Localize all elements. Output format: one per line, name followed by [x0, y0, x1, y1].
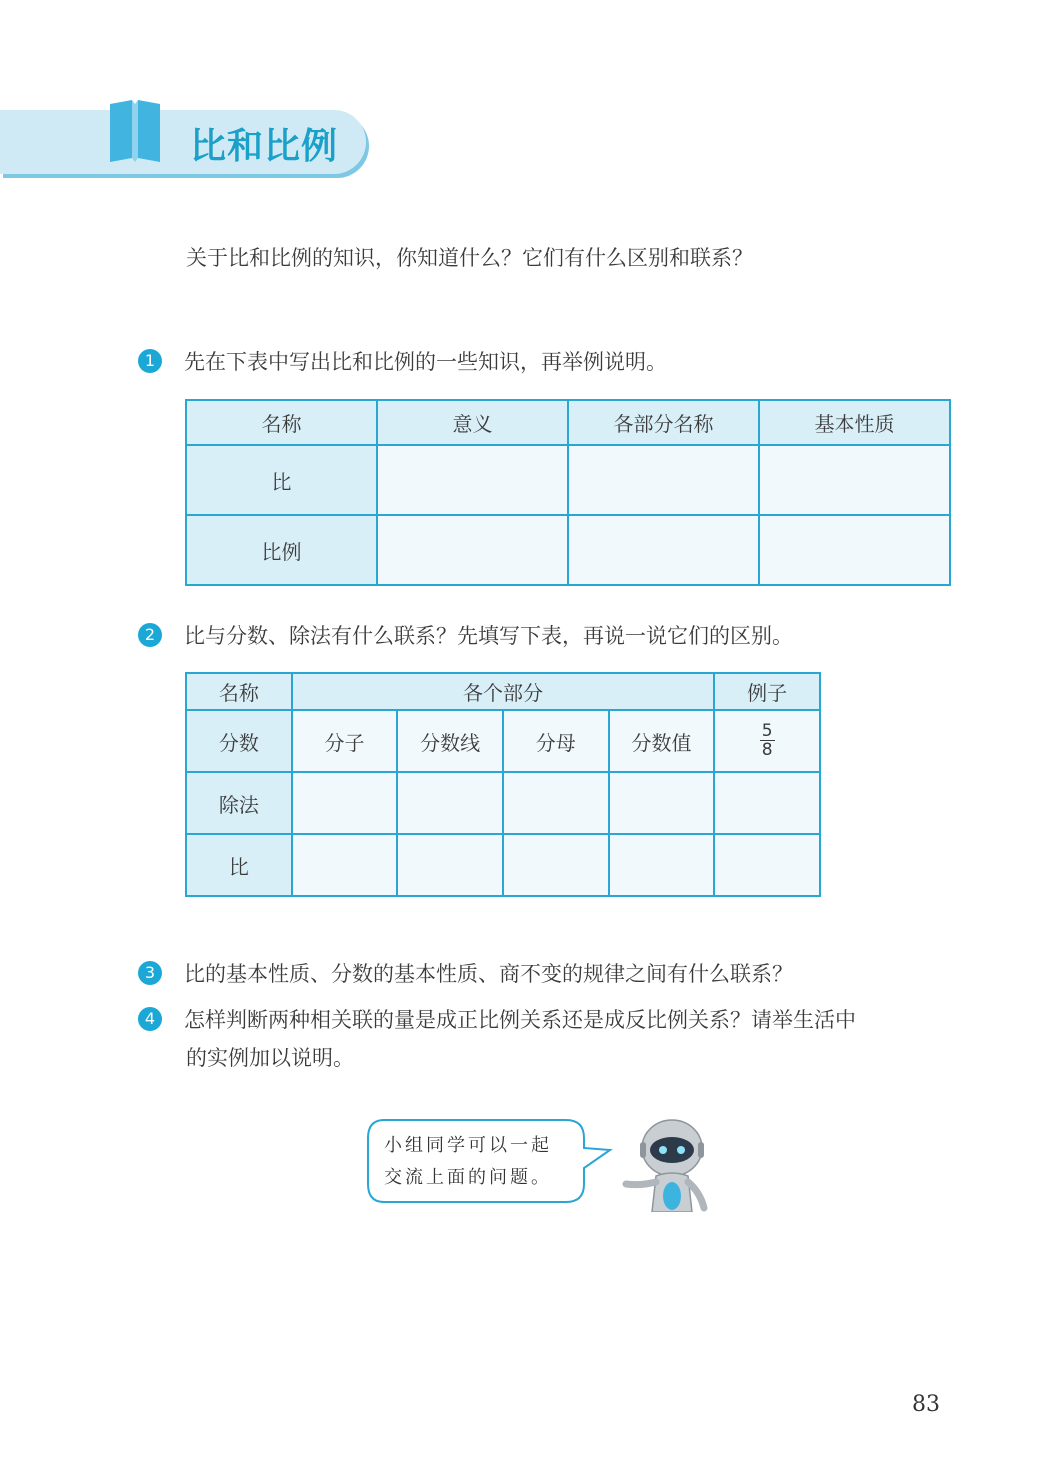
speech-bubble: [366, 1118, 606, 1204]
part-cell: 分子: [292, 710, 398, 772]
empty-cell[interactable]: [568, 515, 759, 585]
column-header: 各部分名称: [568, 400, 759, 445]
empty-cell[interactable]: [377, 515, 568, 585]
question-4: [138, 1001, 968, 1077]
question-text: 比的基本性质、分数的基本性质、商不变的规律之间有什么联系？: [184, 962, 793, 986]
question-text: 怎样判断两种相关联的量是成正比例关系还是成反比例关系？请举生活中: [184, 1008, 856, 1032]
empty-cell[interactable]: [759, 445, 950, 515]
empty-cell[interactable]: [714, 772, 820, 834]
part-cell: 分数线: [397, 710, 503, 772]
question-2: [138, 617, 968, 655]
fraction: [760, 722, 775, 759]
example-cell: [714, 710, 820, 772]
question-text: 先在下表中写出比和比例的一些知识，再举例说明。: [184, 350, 667, 374]
empty-cell[interactable]: [292, 834, 398, 896]
column-header: 名称: [186, 400, 377, 445]
question-text-continued: 的实例加以说明。: [186, 1046, 354, 1070]
fraction-division-table: [185, 672, 821, 897]
row-header: 分数: [186, 710, 292, 772]
empty-cell[interactable]: [503, 834, 609, 896]
section-banner: [0, 100, 372, 176]
row-header: 比: [186, 834, 292, 896]
table-row: [186, 515, 950, 585]
section-title: 比和比例: [190, 126, 339, 167]
question-1: [138, 343, 968, 381]
question-number-badge: 1: [138, 349, 162, 373]
row-header: 除法: [186, 772, 292, 834]
table-header-row: [186, 400, 950, 445]
empty-cell[interactable]: [609, 834, 715, 896]
part-cell: 分母: [503, 710, 609, 772]
empty-cell[interactable]: [503, 772, 609, 834]
empty-cell[interactable]: [568, 445, 759, 515]
question-number-badge: 2: [138, 623, 162, 647]
empty-cell[interactable]: [397, 834, 503, 896]
empty-cell[interactable]: [397, 772, 503, 834]
bubble-line: 小组同学可以一起: [384, 1135, 552, 1156]
page-number: 83: [912, 1392, 940, 1417]
question-text: 比与分数、除法有什么联系？先填写下表，再说一说它们的区别。: [184, 624, 793, 648]
empty-cell[interactable]: [759, 515, 950, 585]
row-header: 比: [186, 445, 377, 515]
empty-cell[interactable]: [609, 772, 715, 834]
empty-cell[interactable]: [292, 772, 398, 834]
row-header: 比例: [186, 515, 377, 585]
question-3: [138, 955, 968, 993]
table-row: [186, 834, 820, 896]
table-row: [186, 445, 950, 515]
column-header: 意义: [377, 400, 568, 445]
robot-mascot-icon: [620, 1112, 720, 1212]
empty-cell[interactable]: [377, 445, 568, 515]
column-header: 例子: [714, 673, 820, 710]
table-row: [186, 710, 820, 772]
bubble-text: [384, 1130, 552, 1194]
open-book-icon: [108, 100, 162, 162]
intro-text: 关于比和比例的知识，你知道什么？它们有什么区别和联系？: [186, 246, 753, 270]
ratio-proportion-table: [185, 399, 951, 586]
part-cell: 分数值: [609, 710, 715, 772]
column-header: 基本性质: [759, 400, 950, 445]
column-header: 各个部分: [292, 673, 715, 710]
fraction-denominator: 8: [761, 740, 773, 760]
table-row: [186, 772, 820, 834]
column-header: 名称: [186, 673, 292, 710]
question-number-badge: 4: [138, 1007, 162, 1031]
empty-cell[interactable]: [714, 834, 820, 896]
bubble-line: 交流上面的问题。: [384, 1167, 552, 1188]
table-header-row: [186, 673, 820, 710]
question-number-badge: 3: [138, 961, 162, 985]
fraction-numerator: 5: [761, 721, 773, 741]
